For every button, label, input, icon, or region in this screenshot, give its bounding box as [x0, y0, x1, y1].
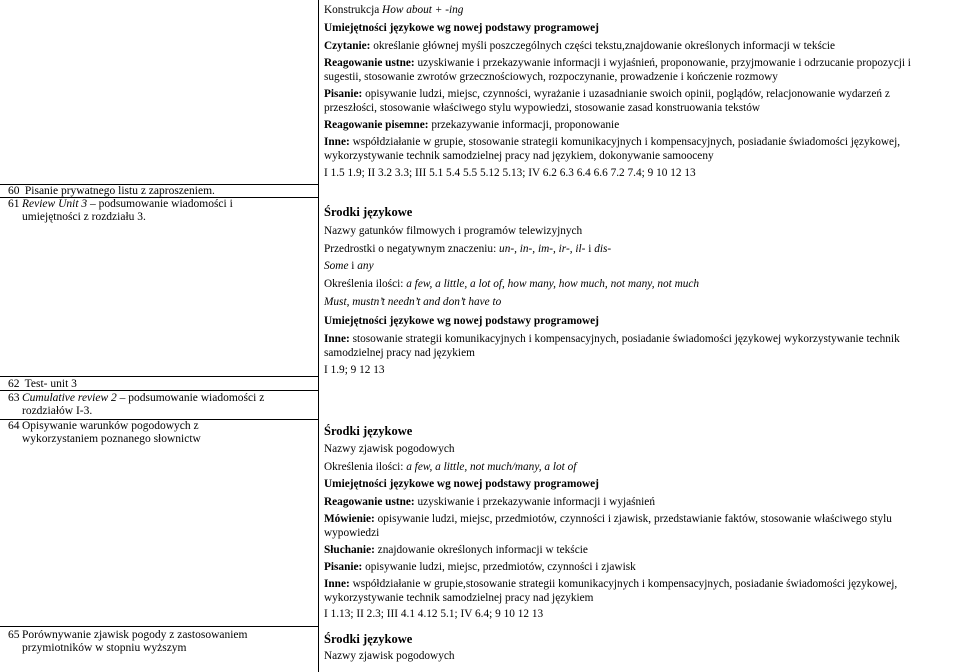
prefix-italic: un-, in-, im-, ir-, il- — [499, 243, 586, 255]
lesson-topic: Porównywanie zjawisk pogody z zastosowaniem — [22, 629, 248, 641]
lesson-topic-italic: Cumulative review 2 — [22, 392, 117, 404]
speaking-text-cont: sugestii, stosowanie zwrotów grzecznościowych, rozpoczynanie, prowadzenie i kończenie rozmowy — [324, 71, 778, 83]
prefix-italic-2: dis- — [594, 243, 612, 255]
other-text: współdziałanie w grupie,stosowanie strategii komunikacyjnych i kompensacyjnych, posiadanie świadomości językowej, — [349, 578, 898, 590]
other-text: współdziałanie w grupie, stosowanie strategii komunikacyjnych i kompensacyjnych, posiadanie świadomości językowej, — [349, 136, 901, 148]
some-rest: i — [348, 260, 358, 272]
lesson-topic-cont: rozdziałów I-3. — [22, 405, 93, 417]
talking-text: opisywanie ludzi, miejsc, przedmiotów, czynności i zjawisk, przedstawianie faktów, stosowanie właściwego stylu — [374, 513, 892, 525]
column-divider — [318, 0, 319, 672]
skills-heading: Umiejętności językowe wg nowej podstawy programowej — [324, 478, 599, 490]
section-language-means-3 — [324, 632, 954, 663]
section-language-means-2 — [324, 424, 954, 621]
lesson-row-64 — [8, 420, 308, 446]
prefix-rest: i — [585, 243, 595, 255]
quantity-italic: a few, a little, not much/many, a lot of — [406, 461, 577, 473]
row-divider — [0, 626, 318, 627]
any-italic: any — [357, 260, 374, 272]
speaking-text: uzyskiwanie i przekazywanie informacji i wyjaśnień — [414, 496, 655, 508]
lesson-number: 65 — [8, 629, 20, 641]
listening-label: Słuchanie: — [324, 544, 375, 556]
lesson-row-65 — [8, 629, 308, 655]
curriculum-codes: I 1.13; II 2.3; III 4.1 4.12 5.1; IV 6.4; 9 10 12 13 — [324, 608, 544, 620]
modals-line: Must, mustn’t needn’t and don’t have to — [324, 296, 502, 308]
lesson-number: 60 — [8, 185, 20, 197]
lesson-topic-cont: przymiotników w stopniu wyższym — [22, 642, 187, 654]
other-label: Inne: — [324, 136, 350, 148]
lesson-topic: – podsumowanie wiadomości z — [116, 392, 265, 404]
lesson-topic: Test- unit 3 — [24, 378, 77, 390]
writing-text: opisywanie ludzi, miejsc, czynności, wyrażanie i uzasadnianie swoich opinii, poglądów, relacjonowanie wydarzeń z — [362, 88, 890, 100]
talking-text-cont: wypowiedzi — [324, 527, 380, 539]
lesson-number: 61 — [8, 198, 20, 210]
construction-italic: How about + -ing — [382, 4, 464, 16]
some-italic: Some — [324, 260, 349, 272]
lesson-topic-italic: Review Unit 3 — [22, 198, 88, 210]
lesson-topic: – podsumowanie wiadomości i — [87, 198, 233, 210]
writing-text: opisywanie ludzi, miejsc, przedmiotów, czynności i zjawisk — [362, 561, 636, 573]
lesson-row-62 — [8, 378, 308, 391]
vocab-line: Nazwy zjawisk pogodowych — [324, 650, 455, 662]
lesson-row-60 — [8, 185, 308, 198]
other-text: stosowanie strategii komunikacyjnych i kompensacyjnych, posiadanie świadomości językowej wykorzystywanie technik — [349, 333, 900, 345]
quantity-text: Określenia ilości: — [324, 278, 407, 290]
row-divider — [0, 376, 318, 377]
lesson-topic: Opisywanie warunków pogodowych z — [22, 420, 199, 432]
other-text-cont: wykorzystywanie technik samodzielnej pracy nad językiem — [324, 592, 594, 604]
lesson-topic-cont: umiejętności z rozdziału 3. — [22, 211, 146, 223]
speaking-label: Reagowanie ustne: — [324, 496, 415, 508]
reading-text: określanie głównej myśli poszczególnych części tekstu,znajdowanie określonych informacji w tekście — [370, 40, 836, 52]
quantity-text: Określenia ilości: — [324, 461, 407, 473]
other-text-cont: samodzielnej pracy nad językiem — [324, 347, 475, 359]
speaking-text: uzyskiwanie i przekazywanie informacji i wyjaśnień, proponowanie, przyjmowanie i odrzucanie propozycji i — [414, 57, 911, 69]
construction-label: Konstrukcja — [324, 4, 383, 16]
prefix-text: Przedrostki o negatywnym znaczeniu: — [324, 243, 500, 255]
vocab-line: Nazwy gatunków filmowych i programów telewizyjnych — [324, 225, 583, 237]
quantity-italic: a few, a little, a lot of, how many, how much, not many, not much — [406, 278, 700, 290]
listening-text: znajdowanie określonych informacji w tekście — [374, 544, 588, 556]
talking-label: Mówienie: — [324, 513, 375, 525]
section-construction — [324, 3, 954, 180]
lesson-topic: Pisanie prywatnego listu z zaproszeniem. — [24, 185, 215, 197]
other-label: Inne: — [324, 578, 350, 590]
language-means-heading: Środki językowe — [324, 632, 413, 646]
other-label: Inne: — [324, 333, 350, 345]
skills-heading: Umiejętności językowe wg nowej podstawy programowej — [324, 315, 599, 327]
curriculum-codes: I 1.5 1.9; II 3.2 3.3; III 5.1 5.4 5.5 5.12 5.13; IV 6.2 6.3 6.4 6.6 7.2 7.4; 9 10 12 13 — [324, 167, 696, 179]
language-means-heading: Środki językowe — [324, 424, 413, 438]
language-means-heading: Środki językowe — [324, 205, 413, 219]
writing-text-cont: przeszłości, stosowanie właściwego stylu wypowiedzi, stosowanie zasad konstruowania tekstów — [324, 102, 761, 114]
lesson-row-63 — [8, 392, 308, 418]
written-reaction-label: Reagowanie pisemne: — [324, 119, 429, 131]
reading-label: Czytanie: — [324, 40, 371, 52]
lesson-row-61 — [8, 198, 308, 224]
writing-label: Pisanie: — [324, 88, 363, 100]
writing-label: Pisanie: — [324, 561, 363, 573]
curriculum-codes: I 1.9; 9 12 13 — [324, 364, 385, 376]
speaking-label: Reagowanie ustne: — [324, 57, 415, 69]
skills-heading: Umiejętności językowe wg nowej podstawy programowej — [324, 22, 599, 34]
other-text-cont: wykorzystywanie technik samodzielnej pracy nad językiem, dokonywanie samooceny — [324, 150, 714, 162]
lesson-number: 62 — [8, 378, 20, 390]
lesson-number: 63 — [8, 392, 20, 404]
lesson-topic-cont: wykorzystaniem poznanego słownictw — [22, 433, 201, 445]
section-language-means-1 — [324, 205, 954, 377]
lesson-number: 64 — [8, 420, 20, 432]
vocab-line: Nazwy zjawisk pogodowych — [324, 443, 455, 455]
written-reaction-text: przekazywanie informacji, proponowanie — [428, 119, 620, 131]
